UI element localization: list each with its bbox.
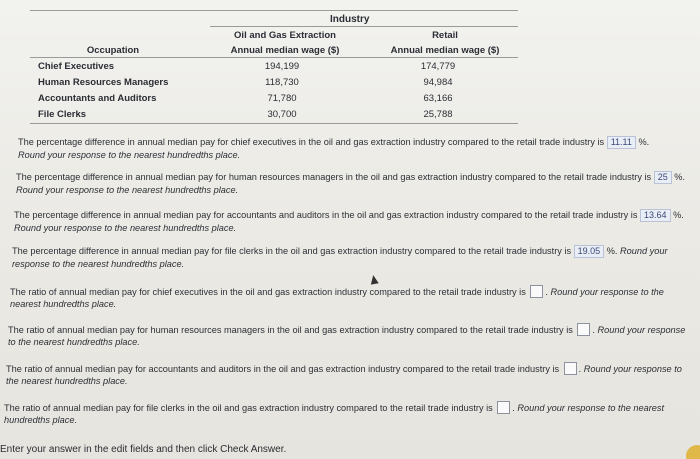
retail-header-line2: Annual median wage ($) xyxy=(390,45,500,56)
question-text: The ratio of annual median pay for chief executives in the oil and gas extraction industry compared to the retail trade industry is xyxy=(10,287,526,297)
retail-cell: 25,788 xyxy=(423,109,453,120)
answer-field[interactable]: 25 xyxy=(654,171,672,184)
help-button[interactable] xyxy=(686,445,700,459)
retail-cell: 63,166 xyxy=(423,93,453,104)
retail-cell: 174,779 xyxy=(420,61,456,72)
unit-text: . xyxy=(512,403,515,413)
question-text: The ratio of annual median pay for accountants and auditors in the oil and gas extraction industry compared to the retail trade industry is xyxy=(6,364,560,374)
unit-text: %. xyxy=(674,172,686,182)
answer-field[interactable]: 11.11 xyxy=(607,136,636,149)
occupation-header: Occupation xyxy=(86,45,140,56)
question-text: The percentage difference in annual median pay for human resources managers in the oil and gas extraction industry compared to the retail trade industry is xyxy=(16,172,652,182)
question-text: The percentage difference in annual median pay for accountants and auditors in the oil and gas extraction industry compared to the retail trade industry is xyxy=(14,210,638,220)
oil-cell: 30,700 xyxy=(267,109,297,120)
answer-input[interactable] xyxy=(577,323,590,336)
hint-text: Round your response to the nearest hundredths place. xyxy=(18,150,241,160)
hint-text: Round your response to the nearest hundredths place. xyxy=(16,185,239,195)
question-ratio-hr-managers xyxy=(8,323,688,348)
industry-header: Industry xyxy=(330,14,370,25)
table-bottom-rule xyxy=(30,123,518,124)
question-text: The percentage difference in annual median pay for file clerks in the oil and gas extraction industry compared to the retail trade industry is xyxy=(12,246,572,256)
unit-text: . xyxy=(545,287,548,297)
question-text: The ratio of annual median pay for file clerks in the oil and gas extraction industry compared to the retail trade industry is xyxy=(4,403,493,413)
row-label: Human Resources Managers xyxy=(38,77,169,88)
hint-text: Round your response to the nearest hundredths place. xyxy=(10,287,664,309)
question-pct-file-clerks xyxy=(12,245,688,270)
hint-text: Round your response to the nearest hundredths place. xyxy=(14,223,237,233)
hint-text: Round your response to the nearest hundredths place. xyxy=(6,364,682,386)
unit-text: %. xyxy=(606,246,618,256)
oil-cell: 71,780 xyxy=(267,93,297,104)
oil-cell: 194,199 xyxy=(264,61,300,72)
answer-input[interactable] xyxy=(530,285,543,298)
question-ratio-chief-executives xyxy=(10,285,686,310)
question-pct-hr-managers xyxy=(16,171,686,196)
instructions-footer: Enter your answer in the edit fields and then click Check Answer. xyxy=(0,444,287,455)
unit-text: %. xyxy=(673,210,684,220)
oil-header-line1: Oil and Gas Extraction xyxy=(234,30,336,41)
hint-text: Round your response to the nearest hundredths place. xyxy=(12,246,668,269)
retail-cell: 94,984 xyxy=(423,77,453,88)
question-text: The percentage difference in annual median pay for chief executives in the oil and gas extraction industry compared to the retail trade industry is xyxy=(18,137,605,147)
retail-header-line1: Retail xyxy=(432,30,458,41)
header-rule xyxy=(30,57,518,58)
row-label: Chief Executives xyxy=(38,61,115,72)
question-ratio-file-clerks xyxy=(4,401,688,426)
hint-text: Round your response to the nearest hundredths place. xyxy=(8,325,686,347)
unit-text: . xyxy=(578,364,582,374)
question-pct-accountants xyxy=(14,209,686,234)
hint-text: Round your response to the nearest hundredths place. xyxy=(4,403,665,425)
answer-field[interactable]: 13.64 xyxy=(640,209,671,222)
question-text: The ratio of annual median pay for human resources managers in the oil and gas extraction industry compared to the retail trade industry is xyxy=(8,325,573,335)
answer-input[interactable] xyxy=(497,401,510,414)
question-ratio-accountants xyxy=(6,362,688,387)
unit-text: . xyxy=(592,325,595,335)
answer-input[interactable] xyxy=(564,362,577,375)
mouse-cursor-icon xyxy=(369,274,378,284)
oil-cell: 118,730 xyxy=(265,77,299,88)
table-top-rule xyxy=(30,10,518,11)
unit-text: %. xyxy=(638,137,650,147)
industry-rule xyxy=(210,26,518,27)
question-pct-chief-executives xyxy=(18,136,683,161)
oil-header-line2: Annual median wage ($) xyxy=(230,45,340,56)
answer-field[interactable]: 19.05 xyxy=(574,245,605,258)
row-label: File Clerks xyxy=(38,109,87,120)
row-label: Accountants and Auditors xyxy=(38,93,157,104)
